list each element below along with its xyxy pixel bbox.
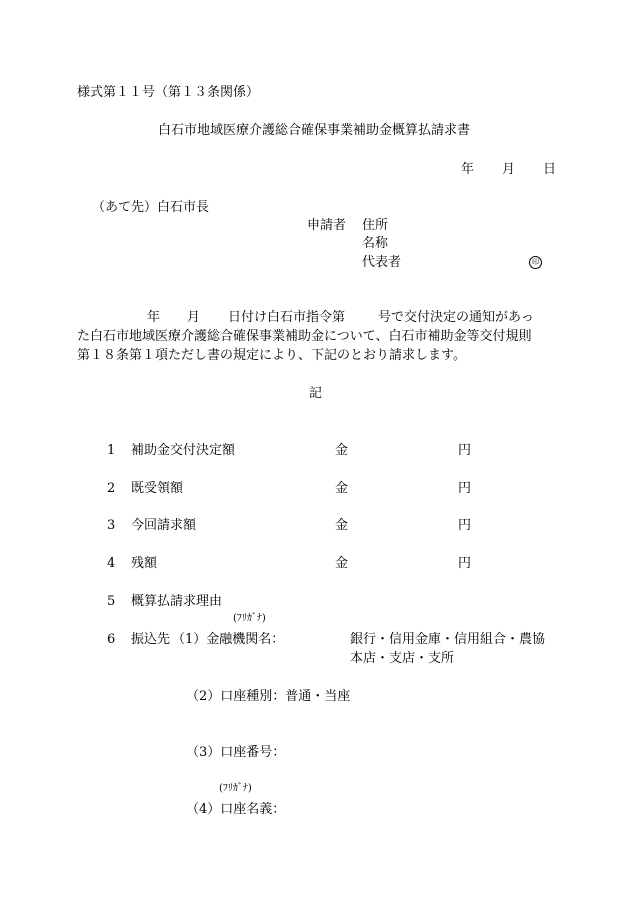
body-text-b: 号で交付決定の通知があっ <box>378 310 534 325</box>
bank-name-label: （1）金融機関名： <box>172 632 285 647</box>
account-name: （4）口座名義： <box>186 802 286 817</box>
representative-label: 代表者 <box>362 255 402 270</box>
item-4-label: 残額 <box>131 556 158 571</box>
date-month: 月 <box>502 162 516 177</box>
item-5-num: 5 <box>107 594 116 609</box>
item-3-yen: 円 <box>458 518 472 533</box>
seal-mark: 印 <box>529 256 542 269</box>
branch-types: 本店・支店・支所 <box>350 651 455 666</box>
address-label: 住所 <box>362 218 389 233</box>
item-2-kin: 金 <box>335 481 349 496</box>
furigana-1: (ﾌﾘｶﾞﾅ) <box>233 613 266 624</box>
addressee: （あて先）白石市長 <box>92 200 210 215</box>
body-month: 月 <box>187 310 201 325</box>
form-number: 様式第１１号（第１３条関係） <box>77 85 260 100</box>
item-3-label: 今回請求額 <box>131 518 197 533</box>
item-3-kin: 金 <box>335 518 349 533</box>
furigana-2: (ﾌﾘｶﾞﾅ) <box>219 783 252 794</box>
date-day: 日 <box>543 162 557 177</box>
item-4-yen: 円 <box>458 556 472 571</box>
date-year: 年 <box>461 162 475 177</box>
item-1-yen: 円 <box>458 443 472 458</box>
body-text-a: 日付け白石市指令第 <box>228 310 346 325</box>
applicant-label: 申請者 <box>307 218 347 233</box>
item-1-num: 1 <box>107 443 116 458</box>
item-6-num: 6 <box>107 632 116 647</box>
bank-types: 銀行・信用金庫・信用組合・農協 <box>350 632 546 647</box>
item-2-label: 既受領額 <box>131 481 184 496</box>
item-1-label: 補助金交付決定額 <box>131 443 236 458</box>
item-4-num: 4 <box>107 556 116 571</box>
account-type: （2）口座種別：普通・当座 <box>186 689 351 704</box>
item-2-num: 2 <box>107 481 116 496</box>
body-line-2: た白石市地域医療介護総合確保事業補助金について、白石市補助金等交付規則 <box>77 329 532 344</box>
item-5-label: 概算払請求理由 <box>131 594 223 609</box>
body-line-3: 第１８条第１項ただし書の規定により、下記のとおり請求します。 <box>77 348 466 363</box>
item-2-yen: 円 <box>458 481 472 496</box>
item-3-num: 3 <box>107 518 116 533</box>
page-title: 白石市地域医療介護総合確保事業補助金概算払請求書 <box>158 123 471 138</box>
account-number: （3）口座番号： <box>186 745 286 760</box>
item-1-kin: 金 <box>335 443 349 458</box>
item-4-kin: 金 <box>335 556 349 571</box>
ki-heading: 記 <box>309 386 323 401</box>
item-6-label: 振込先 <box>131 632 171 647</box>
body-year: 年 <box>147 310 161 325</box>
name-label: 名称 <box>362 236 389 251</box>
